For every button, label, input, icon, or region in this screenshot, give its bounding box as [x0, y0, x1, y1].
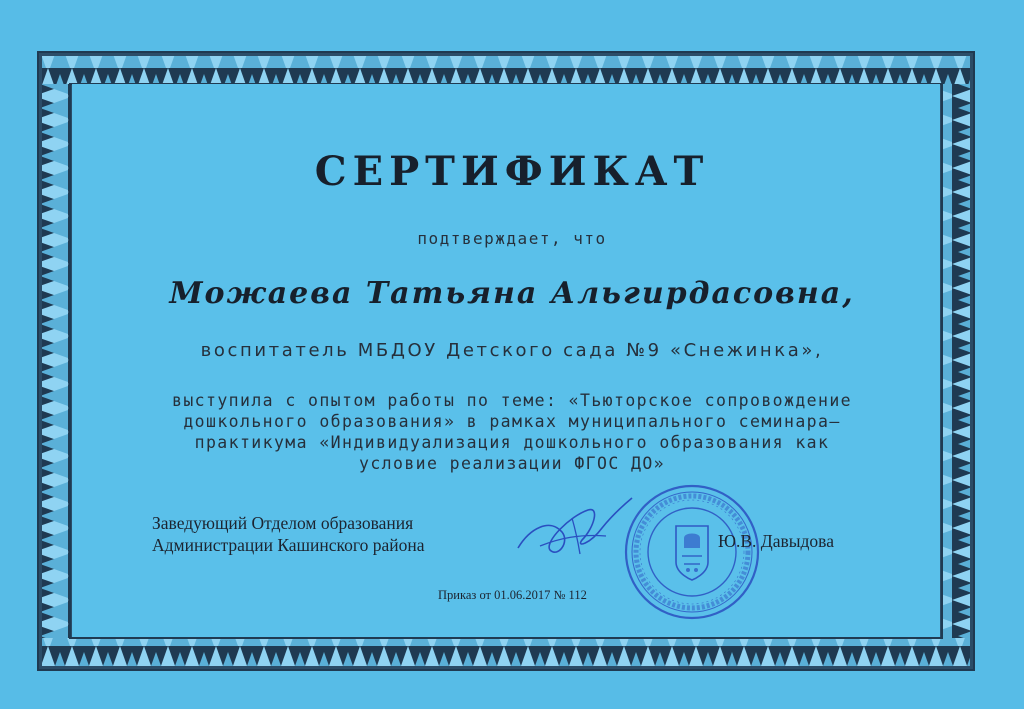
description-line: выступила с опытом работы по теме: «Тьюторское сопровождение [171, 391, 853, 410]
order-reference: Приказ от 01.06.2017 № 112 [438, 588, 587, 602]
confirms-text: подтверждает, что [417, 229, 607, 248]
achievement-description [100, 390, 924, 474]
certificate-title: СЕРТИФИКАТ [314, 148, 710, 195]
description-line: дошкольного образования» в рамках муниципального семинара– [183, 412, 841, 431]
signer-name: Ю.В. Давыдова [718, 531, 834, 551]
signer-title [152, 512, 482, 556]
official-seal-icon [622, 482, 762, 622]
recipient-name: Можаева Татьяна Альгирдасовна, [169, 276, 855, 311]
signer-title-line: Администрации Кашинского района [152, 535, 425, 555]
recipient-position: воспитатель МБДОУ Детского сада №9 «Снежинка», [200, 340, 824, 361]
signer-title-line: Заведующий Отделом образования [152, 513, 414, 533]
description-line: условие реализации ФГОС ДО» [358, 454, 665, 473]
signature-icon [510, 488, 640, 568]
description-line: практикума «Индивидуализация дошкольного образования как [194, 433, 830, 452]
